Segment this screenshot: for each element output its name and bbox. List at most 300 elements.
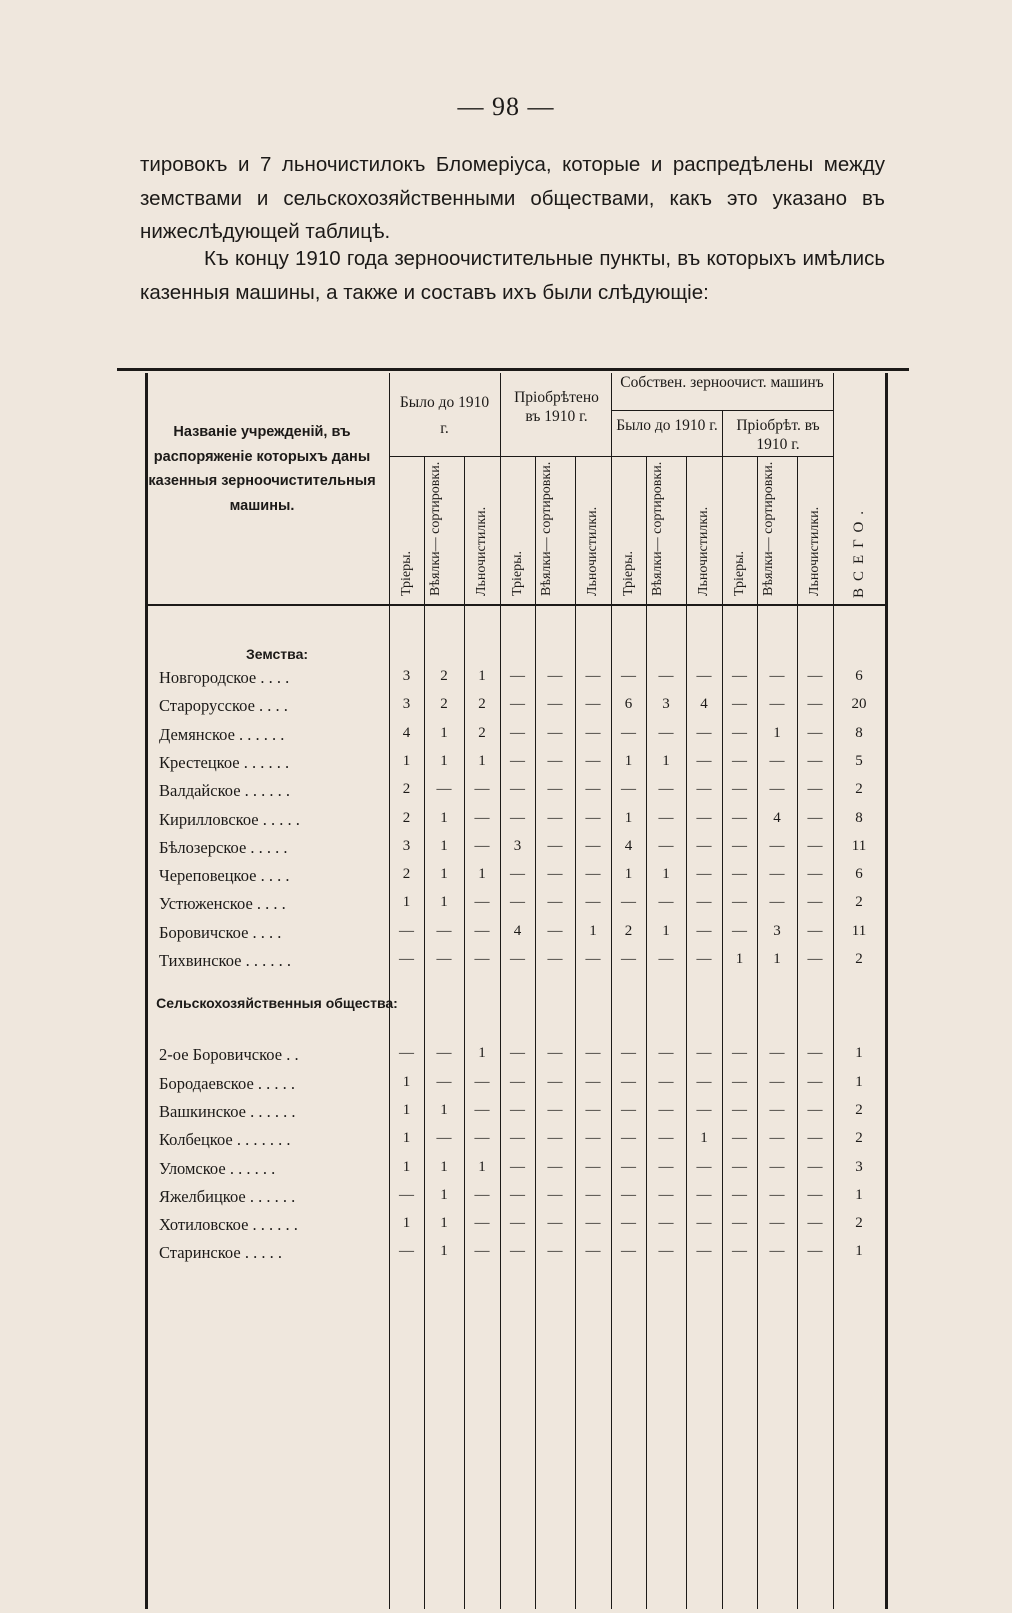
table-cell: —	[696, 1073, 712, 1090]
table-cell: —	[732, 1045, 747, 1062]
table-cell: —	[621, 1130, 636, 1147]
table-cell: —	[474, 951, 490, 967]
table-row-name: Боровичское . . . .	[159, 922, 282, 942]
table-cell: —	[769, 1215, 785, 1232]
table-cell: —	[769, 894, 785, 911]
table-cell: —	[807, 809, 823, 826]
table-cell: —	[696, 1215, 712, 1232]
table-cell: —	[696, 752, 712, 769]
col-divider-group2	[500, 373, 501, 1609]
table-cell: —	[547, 1186, 563, 1203]
table-cell: 1	[402, 752, 411, 769]
table-cell: 1	[589, 922, 597, 939]
table-header-rule	[147, 604, 887, 606]
group-acquired-1910: Пріобрѣтено въ 1910 г.	[514, 389, 599, 425]
paragraph-2: Къ концу 1910 года зерноочистительные пункты, въ которыхъ имѣлись казенныя машины, а также и составъ ихъ были слѣдующіе:	[140, 247, 885, 304]
table-row-name: Тихвинское . . . . . .	[159, 951, 291, 970]
header-lnochistilki: Льночистилки.	[474, 506, 489, 596]
header-vyalki-sortirovki: Вѣялки— сортировки.	[650, 461, 665, 596]
table-cell: —	[696, 951, 712, 967]
subcol-divider	[646, 456, 647, 1609]
table-cell: 2	[624, 922, 633, 939]
table-cell: —	[807, 1045, 823, 1062]
table-row-name: Демянское . . . . . .	[159, 724, 285, 744]
subcol-divider	[424, 456, 425, 1609]
group-own-before-1910: Было до 1910 г.	[616, 417, 718, 434]
table-cell: —	[510, 1186, 525, 1203]
section-title: Земства:	[245, 646, 309, 662]
table-cell: —	[510, 1130, 525, 1147]
table-cell: —	[547, 781, 563, 798]
table-cell: —	[807, 1158, 823, 1175]
col-divider-name	[389, 373, 390, 1609]
table-cell: —	[658, 1045, 674, 1062]
table-cell: 1	[440, 1158, 448, 1175]
table-cell: 1	[478, 866, 486, 883]
table-cell: 1	[624, 752, 633, 769]
table-cell-total: 2	[855, 1130, 863, 1147]
table-cell: —	[658, 951, 674, 967]
table-cell: —	[807, 951, 823, 967]
table-cell: 3	[662, 696, 670, 713]
table-row-name: Вашкинское . . . . . .	[159, 1101, 296, 1121]
table-cell: —	[585, 696, 601, 713]
table-cell: —	[732, 922, 747, 939]
table-row-name: Устюженское . . . .	[159, 894, 286, 914]
table-cell: —	[807, 752, 823, 769]
table-cell-total: 1	[855, 1045, 863, 1062]
table-cell: 1	[440, 894, 448, 911]
table-cell-total: 20	[851, 696, 867, 713]
table-cell: —	[585, 752, 601, 769]
group-before-1910: Было до 1910 г.	[399, 394, 490, 437]
table-cell: —	[547, 724, 563, 741]
table-cell: 4	[700, 696, 708, 713]
table-cell: —	[399, 1243, 414, 1260]
table-cell: 1	[478, 1158, 486, 1175]
table-cell: —	[547, 866, 563, 883]
table-cell: —	[732, 781, 747, 798]
table-cell-total: 2	[855, 781, 863, 798]
table-cell: —	[585, 724, 601, 741]
table-cell: 3	[402, 696, 411, 713]
section-title: Сельскохозяйственныя общества:	[156, 995, 398, 1012]
table-cell-total: 11	[851, 922, 867, 939]
table-cell: —	[658, 1186, 674, 1203]
table-cell: —	[510, 668, 525, 684]
table-cell: —	[807, 1215, 823, 1232]
table-right-border	[885, 373, 888, 1609]
table-cell: —	[621, 1215, 636, 1232]
table-cell: 4	[773, 809, 781, 826]
table-cell: —	[585, 1158, 601, 1175]
table-cell: —	[807, 781, 823, 798]
table-cell: —	[807, 922, 823, 939]
table-cell: 2	[402, 809, 411, 826]
header-triery: Тріеры.	[398, 550, 414, 596]
table-cell: —	[658, 1130, 674, 1147]
table-cell: —	[547, 668, 563, 684]
table-cell: —	[807, 1101, 823, 1118]
table-cell: 1	[440, 866, 448, 883]
table-cell: —	[696, 809, 712, 826]
table-cell: —	[696, 1243, 712, 1260]
table-cell: —	[621, 724, 636, 741]
table-cell: —	[658, 1215, 674, 1232]
table-cell: —	[547, 1243, 563, 1260]
table-cell: 1	[440, 809, 448, 826]
table-row-name: Кирилловское . . . . .	[159, 809, 300, 829]
subcol-divider	[535, 456, 536, 1609]
page-number: — 98 —	[457, 92, 555, 121]
table-cell: 1	[662, 866, 670, 883]
table-cell: 2	[440, 668, 448, 684]
table-cell: —	[510, 894, 525, 911]
table-cell: —	[510, 724, 525, 741]
table-cell: —	[585, 781, 601, 798]
table-left-border	[145, 373, 148, 1609]
header-vyalki-sortirovki: Вѣялки— сортировки.	[761, 461, 776, 596]
table-cell: —	[732, 724, 747, 741]
table-cell: 1	[402, 894, 411, 911]
table-cell: —	[696, 866, 712, 883]
table-cell: —	[510, 781, 525, 798]
table-cell: —	[658, 781, 674, 798]
table-cell: —	[436, 1130, 452, 1147]
table-cell: —	[732, 837, 747, 854]
table-row-name: 2-ое Боровичское . .	[159, 1045, 299, 1065]
table-cell: —	[732, 809, 747, 826]
table-cell: —	[807, 837, 823, 854]
table-cell: —	[621, 894, 636, 911]
table-cell: —	[732, 866, 747, 883]
table-cell: 3	[773, 922, 781, 939]
table-cell: 3	[402, 668, 411, 684]
table-cell: 3	[402, 837, 411, 854]
table-cell: —	[658, 1243, 674, 1260]
table-cell: —	[658, 837, 674, 854]
table-cell: —	[696, 922, 712, 939]
table-cell: —	[769, 1101, 785, 1118]
table-cell: —	[547, 951, 563, 967]
group-own-machines: Собствен. зерноочист. машинъ	[620, 374, 824, 391]
table-cell: 2	[440, 696, 448, 713]
table-cell: —	[547, 837, 563, 854]
table-cell: —	[474, 1073, 490, 1090]
table-cell: —	[769, 668, 785, 684]
header-rule-own	[611, 410, 833, 411]
table-cell: —	[732, 696, 747, 713]
table-row-name: Валдайское . . . . . .	[159, 781, 291, 801]
table-cell-total: 2	[855, 1101, 863, 1118]
table-cell: —	[547, 696, 563, 713]
table-cell: —	[585, 1243, 601, 1260]
table-cell: —	[510, 1073, 525, 1090]
table-cell: —	[807, 1073, 823, 1090]
table-cell: 2	[478, 724, 486, 741]
table-cell: 4	[624, 837, 633, 854]
table-cell: —	[474, 1101, 490, 1118]
table-cell: —	[547, 809, 563, 826]
table-cell: —	[510, 1101, 525, 1118]
table-row-name: Хотиловское . . . . . .	[159, 1215, 298, 1235]
table-cell: 1	[440, 752, 448, 769]
table-cell: —	[510, 696, 525, 713]
table-cell: —	[510, 1215, 525, 1232]
table-cell: 1	[440, 1101, 448, 1118]
table-cell: —	[621, 1073, 636, 1090]
table-cell: —	[474, 809, 490, 826]
header-lnochistilki: Льночистилки.	[585, 506, 600, 596]
table-cell: 1	[440, 1243, 448, 1260]
table-row-name: Яжелбицкое . . . . . .	[159, 1186, 296, 1206]
table-cell: 1	[440, 724, 448, 741]
table-cell: —	[474, 781, 490, 798]
table-cell: —	[658, 724, 674, 741]
machines-table	[117, 368, 909, 1613]
table-cell: 1	[440, 837, 448, 854]
subcol-divider	[797, 456, 798, 1609]
table-cell: 4	[402, 724, 411, 741]
table-cell: —	[621, 1243, 636, 1260]
table-cell: —	[732, 1158, 747, 1175]
header-vyalki-sortirovki: Вѣялки— сортировки.	[539, 461, 554, 596]
table-cell: 1	[624, 809, 633, 826]
col-divider-group3	[611, 373, 612, 1609]
table-cell-total: 5	[855, 752, 863, 769]
table-cell: —	[658, 1073, 674, 1090]
table-cell: —	[436, 781, 452, 798]
table-cell: —	[807, 1130, 823, 1147]
header-triery: Тріеры.	[731, 550, 747, 596]
col-divider-total	[833, 373, 834, 1609]
table-cell: 1	[402, 1073, 411, 1090]
table-cell: —	[474, 894, 490, 911]
table-cell: —	[510, 866, 525, 883]
table-cell: —	[769, 1073, 785, 1090]
subcol-divider	[464, 456, 465, 1609]
table-row-name: Бѣлозерское . . . . .	[159, 837, 288, 857]
table-cell: 2	[478, 696, 486, 713]
table-cell: —	[807, 1243, 823, 1260]
header-triery: Тріеры.	[509, 550, 525, 596]
table-cell: 1	[773, 724, 781, 741]
table-cell: —	[732, 1073, 747, 1090]
table-cell: —	[436, 1045, 452, 1062]
table-cell: —	[585, 1130, 601, 1147]
table-cell: —	[510, 752, 525, 769]
table-cell: —	[769, 752, 785, 769]
table-cell: —	[696, 894, 712, 911]
header-lnochistilki: Льночистилки.	[807, 506, 822, 596]
table-cell: —	[658, 1158, 674, 1175]
name-column-header: Названіе учрежденій, въ распоряженіе которыхъ даны казенныя зерноочистительныя машины.	[148, 424, 376, 514]
table-row-name: Бородаевское . . . . .	[159, 1073, 296, 1093]
table-cell: 1	[662, 922, 670, 939]
table-cell: —	[621, 1186, 636, 1203]
table-cell: 1	[440, 1186, 448, 1203]
table-cell: 4	[513, 922, 522, 939]
table-cell: 1	[662, 752, 670, 769]
table-cell: —	[807, 696, 823, 713]
table-cell: —	[436, 922, 452, 939]
table-cell: 1	[402, 1101, 411, 1118]
total-column-header: ВСЕГО.	[851, 503, 867, 598]
table-cell: —	[621, 1101, 636, 1118]
table-cell: —	[732, 894, 747, 911]
table-cell: 2	[402, 866, 411, 883]
header-lnochistilki: Льночистилки.	[696, 506, 711, 596]
table-row-name: Старинское . . . . .	[159, 1243, 282, 1263]
table-row-name: Старорусское . . . .	[159, 696, 288, 716]
table-cell: —	[732, 1215, 747, 1232]
table-cell: 1	[735, 951, 744, 967]
table-cell: —	[696, 668, 712, 684]
table-cell: —	[399, 1186, 414, 1203]
table-row-name: Новгородское . . . .	[159, 668, 290, 687]
table-cell: 6	[624, 696, 633, 713]
table-cell: —	[547, 1045, 563, 1062]
table-cell: —	[474, 1243, 490, 1260]
table-cell: —	[732, 752, 747, 769]
table-cell: —	[585, 837, 601, 854]
table-cell: 2	[402, 781, 411, 798]
table-cell: —	[658, 1101, 674, 1118]
table-cell: —	[621, 951, 636, 967]
table-cell: 1	[478, 752, 486, 769]
table-cell: —	[547, 1130, 563, 1147]
subcol-divider	[575, 456, 576, 1609]
table-cell: 1	[478, 668, 486, 684]
table-cell: —	[585, 668, 601, 684]
table-cell: —	[658, 809, 674, 826]
table-cell: —	[585, 951, 601, 967]
table-cell-total: 1	[855, 1186, 863, 1203]
table-cell: 1	[402, 1158, 411, 1175]
table-cell: —	[621, 1045, 636, 1062]
table-cell: —	[807, 1186, 823, 1203]
table-cell-total: 8	[855, 724, 863, 741]
table-cell-total: 3	[855, 1158, 863, 1175]
table-cell: —	[585, 1045, 601, 1062]
table-cell: —	[510, 1158, 525, 1175]
table-cell: —	[399, 951, 414, 967]
table-cell: 1	[478, 1045, 486, 1062]
table-cell-total: 2	[855, 1215, 863, 1232]
table-row-name: Череповецкое . . . .	[159, 866, 290, 886]
header-vyalki-sortirovki: Вѣялки— сортировки.	[428, 461, 443, 596]
table-cell: —	[621, 781, 636, 798]
table-cell: —	[696, 1186, 712, 1203]
table-cell-total: 6	[855, 668, 863, 684]
table-cell-total: 2	[855, 951, 863, 967]
table-cell: —	[474, 837, 490, 854]
table-cell: —	[436, 1073, 452, 1090]
table-cell: —	[696, 1158, 712, 1175]
table-cell: —	[585, 1186, 601, 1203]
table-cell: —	[547, 1158, 563, 1175]
table-cell-total: 1	[855, 1243, 863, 1260]
table-cell: —	[732, 1243, 747, 1260]
table-cell: 3	[513, 837, 522, 854]
col-divider-own-split	[722, 410, 723, 1609]
table-cell: —	[585, 1073, 601, 1090]
table-cell: —	[696, 1045, 712, 1062]
table-cell: —	[769, 696, 785, 713]
table-cell: —	[510, 1045, 525, 1062]
table-cell: —	[585, 894, 601, 911]
table-cell: —	[547, 894, 563, 911]
table-cell: 1	[402, 1215, 411, 1232]
table-cell: —	[807, 894, 823, 911]
table-cell: —	[769, 1186, 785, 1203]
table-cell: —	[474, 922, 490, 939]
table-cell: —	[399, 1045, 414, 1062]
paragraph-1: тировокъ и 7 льночистилокъ Бломеріуса, которые и распредѣлены между земствами и сельскохозяйственными обществами, какъ это указано въ нижеслѣдующей таблицѣ.	[140, 153, 885, 243]
table-cell: —	[807, 668, 823, 684]
table-cell: —	[585, 809, 601, 826]
table-cell: —	[621, 668, 636, 684]
table-cell: —	[585, 866, 601, 883]
table-cell: —	[585, 1215, 601, 1232]
table-cell: —	[510, 809, 525, 826]
subcol-divider	[757, 456, 758, 1609]
table-cell: —	[510, 951, 525, 967]
table-cell: —	[547, 1215, 563, 1232]
table-cell: —	[547, 1073, 563, 1090]
header-triery: Тріеры.	[620, 550, 636, 596]
table-cell: —	[732, 1130, 747, 1147]
table-cell: —	[547, 752, 563, 769]
table-cell: —	[474, 1186, 490, 1203]
table-cell: —	[474, 1215, 490, 1232]
table-cell: —	[547, 1101, 563, 1118]
table-cell: 1	[773, 951, 781, 967]
table-cell-total: 8	[855, 809, 863, 826]
table-cell: —	[399, 922, 414, 939]
table-cell: —	[474, 1130, 490, 1147]
table-cell: —	[510, 1243, 525, 1260]
table-cell: —	[547, 922, 563, 939]
table-cell: —	[769, 866, 785, 883]
subcol-divider	[686, 456, 687, 1609]
table-cell: —	[436, 951, 452, 967]
table-row-name: Крестецкое . . . . . .	[159, 752, 290, 772]
table-cell-total: 6	[855, 866, 863, 883]
table-cell: —	[621, 1158, 636, 1175]
table-cell: 1	[402, 1130, 411, 1147]
table-cell: —	[696, 1101, 712, 1118]
table-cell: —	[696, 724, 712, 741]
table-cell-total: 2	[855, 894, 863, 911]
table-cell: —	[769, 1045, 785, 1062]
table-cell: —	[769, 837, 785, 854]
table-cell: —	[658, 668, 674, 684]
table-cell: —	[807, 866, 823, 883]
table-row-name: Колбецкое . . . . . . .	[159, 1130, 291, 1150]
table-cell: —	[696, 837, 712, 854]
table-cell: —	[769, 1243, 785, 1260]
table-cell: —	[585, 1101, 601, 1118]
table-cell: —	[769, 1158, 785, 1175]
table-cell: —	[769, 1130, 785, 1147]
table-cell: —	[769, 781, 785, 798]
table-cell: —	[732, 1101, 747, 1118]
table-cell: —	[807, 724, 823, 741]
table-cell: —	[732, 1186, 747, 1203]
group-own-acquired-1910: Пріобрѣт. въ 1910 г.	[736, 417, 820, 453]
table-cell: —	[696, 781, 712, 798]
